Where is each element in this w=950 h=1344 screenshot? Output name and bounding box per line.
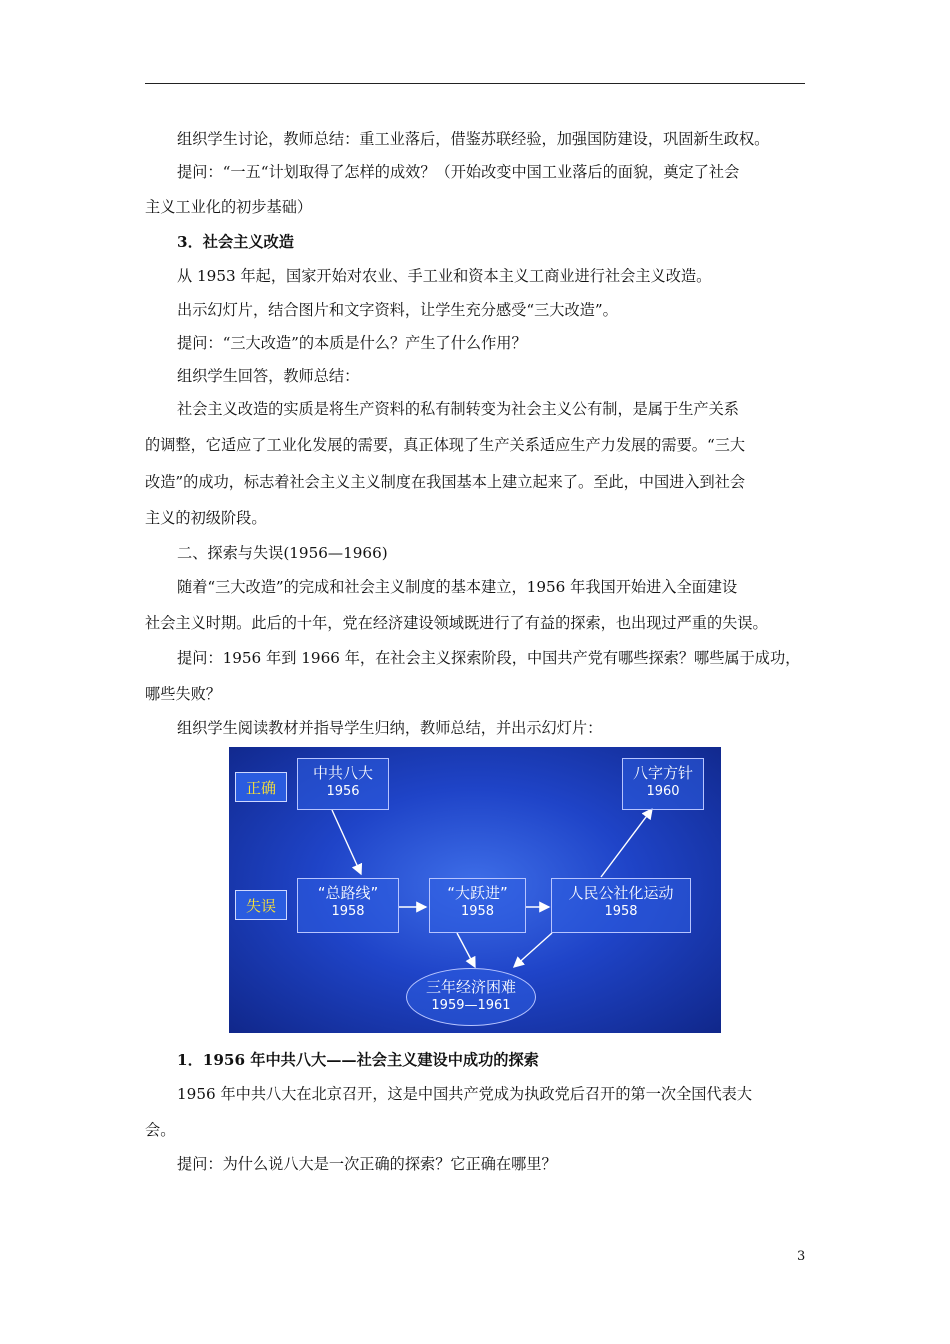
paragraph-line: 出示幻灯片，结合图片和文字资料，让学生充分感受“三大改造”。	[177, 301, 618, 319]
arrow-bada-to-zongluxian	[332, 810, 361, 874]
paragraph-line: 社会主义改造的实质是将生产资料的私有制转变为社会主义公有制，是属于生产关系	[177, 400, 739, 418]
arrow-gongshe-to-bazi	[601, 809, 652, 877]
node-zongluxian	[297, 878, 399, 933]
paragraph-line: 随着“三大改造”的完成和社会主义制度的基本建立，1956 年我国开始进入全面建设	[177, 578, 738, 596]
paragraph-line: 的调整，它适应了工业化发展的需要，真正体现了生产关系适应生产力发展的需要。“三大	[145, 436, 746, 454]
paragraph-line: 社会主义时期。此后的十年，党在经济建设领域既进行了有益的探索，也出现过严重的失误。	[145, 614, 768, 632]
section-heading: 二、探索与失误(1956—1966)	[177, 544, 388, 562]
paragraph-line: 提问：“三大改造”的本质是什么？产生了什么作用？	[177, 334, 527, 352]
node-kunnan	[406, 968, 536, 1026]
slide-diagram	[229, 747, 721, 1033]
node-title: 人民公社化运动	[568, 884, 674, 902]
arrow-gongshe-to-kunnan	[514, 933, 552, 967]
node-title: 中共八大	[312, 764, 373, 782]
paragraph-line: 哪些失败？	[145, 685, 221, 703]
node-year: 1958	[604, 904, 638, 919]
node-year: 1960	[646, 784, 680, 799]
paragraph-line: 从 1953 年起，国家开始对农业、手工业和资本主义工商业进行社会主义改造。	[177, 267, 712, 285]
node-title: 三年经济困难	[425, 978, 516, 996]
arrow-dayuejin-to-kunnan	[457, 933, 475, 967]
paragraph-line: 1956 年中共八大在北京召开，这是中国共产党成为执政党后召开的第一次全国代表大	[177, 1085, 753, 1103]
node-year: 1958	[331, 904, 365, 919]
paragraph-line: 组织学生阅读教材并指导学生归纳，教师总结，并出示幻灯片：	[177, 719, 603, 737]
section-heading: 3．社会主义改造	[177, 233, 294, 251]
page-number: 3	[797, 1249, 806, 1264]
header-rule	[145, 83, 805, 84]
node-gongshe	[551, 878, 691, 933]
paragraph-line: 会。	[145, 1121, 176, 1139]
node-year: 1956	[326, 784, 360, 799]
node-dayuejin	[429, 878, 526, 933]
paragraph-line: 组织学生讨论，教师总结：重工业落后，借鉴苏联经验，加强国防建设，巩固新生政权。	[177, 130, 770, 148]
paragraph-line: 组织学生回答，教师总结：	[177, 367, 360, 385]
node-title: “总路线”	[317, 884, 379, 902]
tag-mistake: 失误	[235, 890, 287, 920]
paragraph-line: 主义工业化的初步基础）	[145, 198, 313, 216]
node-year: 1959—1961	[431, 998, 511, 1013]
node-year: 1958	[460, 904, 495, 919]
tag-correct: 正确	[235, 772, 287, 802]
node-title: “大跃进”	[447, 884, 508, 902]
paragraph-line: 提问：为什么说八大是一次正确的探索？它正确在哪里？	[177, 1155, 557, 1173]
paragraph-line: 提问：“一五“计划取得了怎样的成效？（开始改变中国工业落后的面貌，奠定了社会	[177, 163, 740, 181]
paragraph-line: 改造”的成功，标志着社会主义主义制度在我国基本上建立起来了。至此，中国进入到社会	[145, 473, 746, 491]
node-bada	[297, 758, 389, 810]
paragraph-line: 提问：1956 年到 1966 年，在社会主义探索阶段，中国共产党有哪些探索？哪些属于成功，	[177, 649, 801, 667]
section-heading: 1．1956 年中共八大——社会主义建设中成功的探索	[177, 1051, 539, 1069]
paragraph-line: 主义的初级阶段。	[145, 509, 267, 527]
node-bazi	[622, 758, 704, 810]
node-title: 八字方针	[632, 764, 693, 782]
